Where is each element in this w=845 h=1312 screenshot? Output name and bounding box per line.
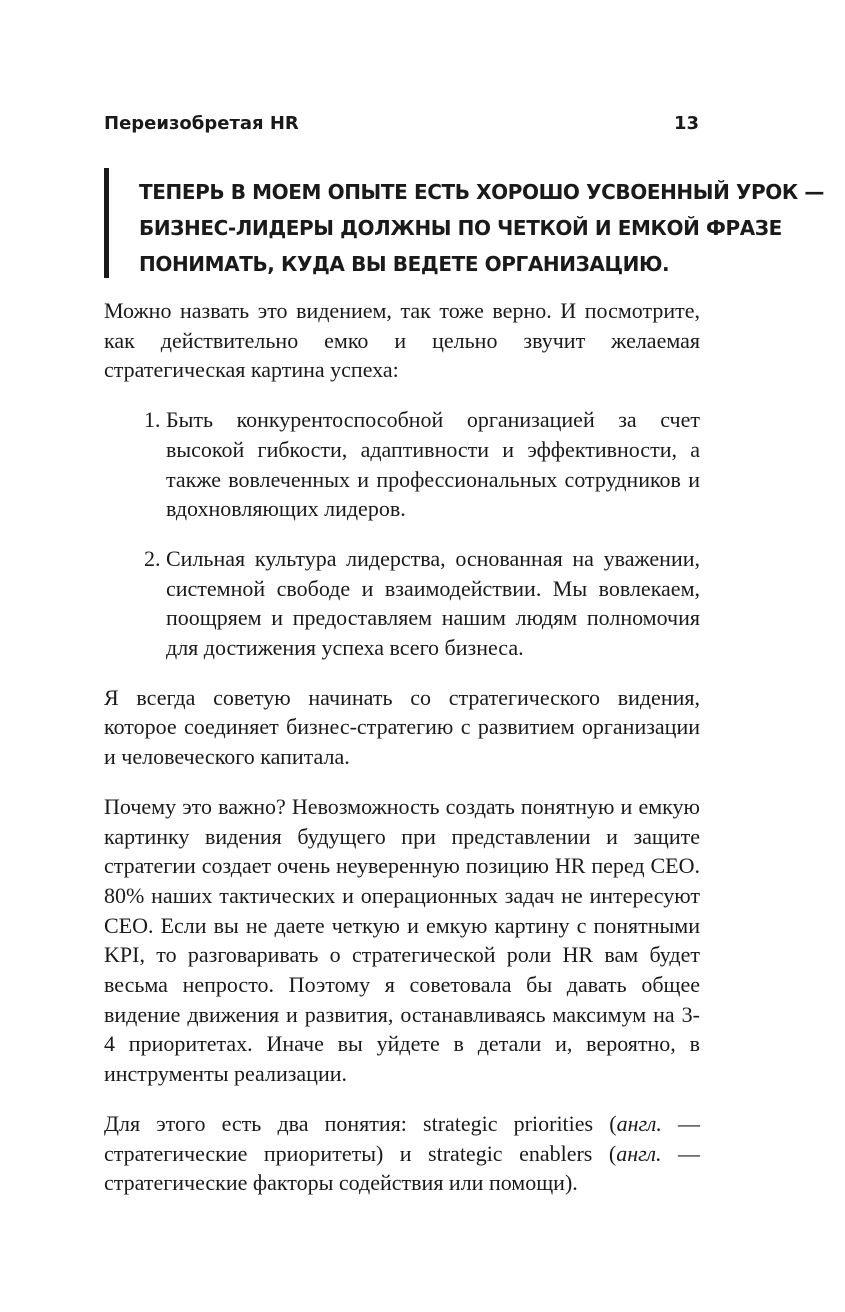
- paragraph-3: Почему это важно? Невозможность создать понятную и емкую картинку видения будущего при представлении и защите стратегии создает очень неуверенную позицию HR перед CEO. 80% наших тактических и операционных задач не интересуют CEO. Если вы не даете четкую и емкую картину с понятными KPI, то разговаривать о стратегической роли HR вам будет весьма непросто. Поэтому я советовала бы давать общее видение движения и развития, останавливаясь максимум на 3-4 приоритетах. Иначе вы уйдете в детали и, вероятно, в инструменты реализации.: [104, 793, 700, 1087]
- paragraph-4: [104, 1109, 700, 1198]
- pull-quote: [104, 168, 824, 278]
- pull-quote-line-2: БИЗНЕС-ЛИДЕРЫ ДОЛЖНЫ ПО ЧЕТКОЙ И ЕМКОЙ ФРАЗЕ: [139, 216, 782, 240]
- list-item-2: 2. Сильная культура лидерства, основанная на уважении, системной свободе и взаимодействии. Мы вовлекаем, поощряем и предоставляем нашим людям полномочия для достижения успеха всего бизнеса.: [166, 544, 700, 663]
- pull-quote-line-1: ТЕПЕРЬ В МОЕМ ОПЫТЕ ЕСТЬ ХОРОШО УСВОЕННЫЙ УРОК —: [139, 180, 824, 204]
- pull-quote-line-3: ПОНИМАТЬ, КУДА ВЫ ВЕДЕТЕ ОРГАНИЗАЦИЮ.: [139, 252, 670, 276]
- body-text: [104, 296, 700, 1218]
- numbered-list: [104, 405, 700, 663]
- list-item-1: 1. Быть конкурентоспособной организацией за счет высокой гибкости, адаптивности и эффективности, а также вовлеченных и профессиональных сотрудников и вдохновляющих лидеров.: [166, 405, 700, 524]
- paragraph-4-part-2: — стратегические приоритеты) и strategic enablers (: [104, 1110, 700, 1166]
- running-head: [104, 108, 699, 138]
- paragraph-4-part-3: — стратегические факторы содействия или помощи).: [104, 1140, 700, 1196]
- page-number: 13: [673, 112, 699, 134]
- pull-quote-text: [139, 174, 824, 282]
- paragraph-2: Я всегда советую начинать со стратегического видения, которое соединяет бизнес-стратегию с развитием организации и человеческого капитала.: [104, 684, 700, 770]
- paragraph-4-part-1: Для этого есть два понятия: strategic priorities (: [104, 1110, 617, 1136]
- abbreviation-english-2: англ.: [616, 1140, 662, 1166]
- paragraph-1: Можно назвать это видением, так тоже верно. И посмотрите, как действительно емко и цельно звучит желаемая стратегическая картина успеха:: [104, 298, 700, 383]
- book-title: Переизобретая HR: [104, 112, 299, 134]
- abbreviation-english-1: англ.: [616, 1110, 662, 1136]
